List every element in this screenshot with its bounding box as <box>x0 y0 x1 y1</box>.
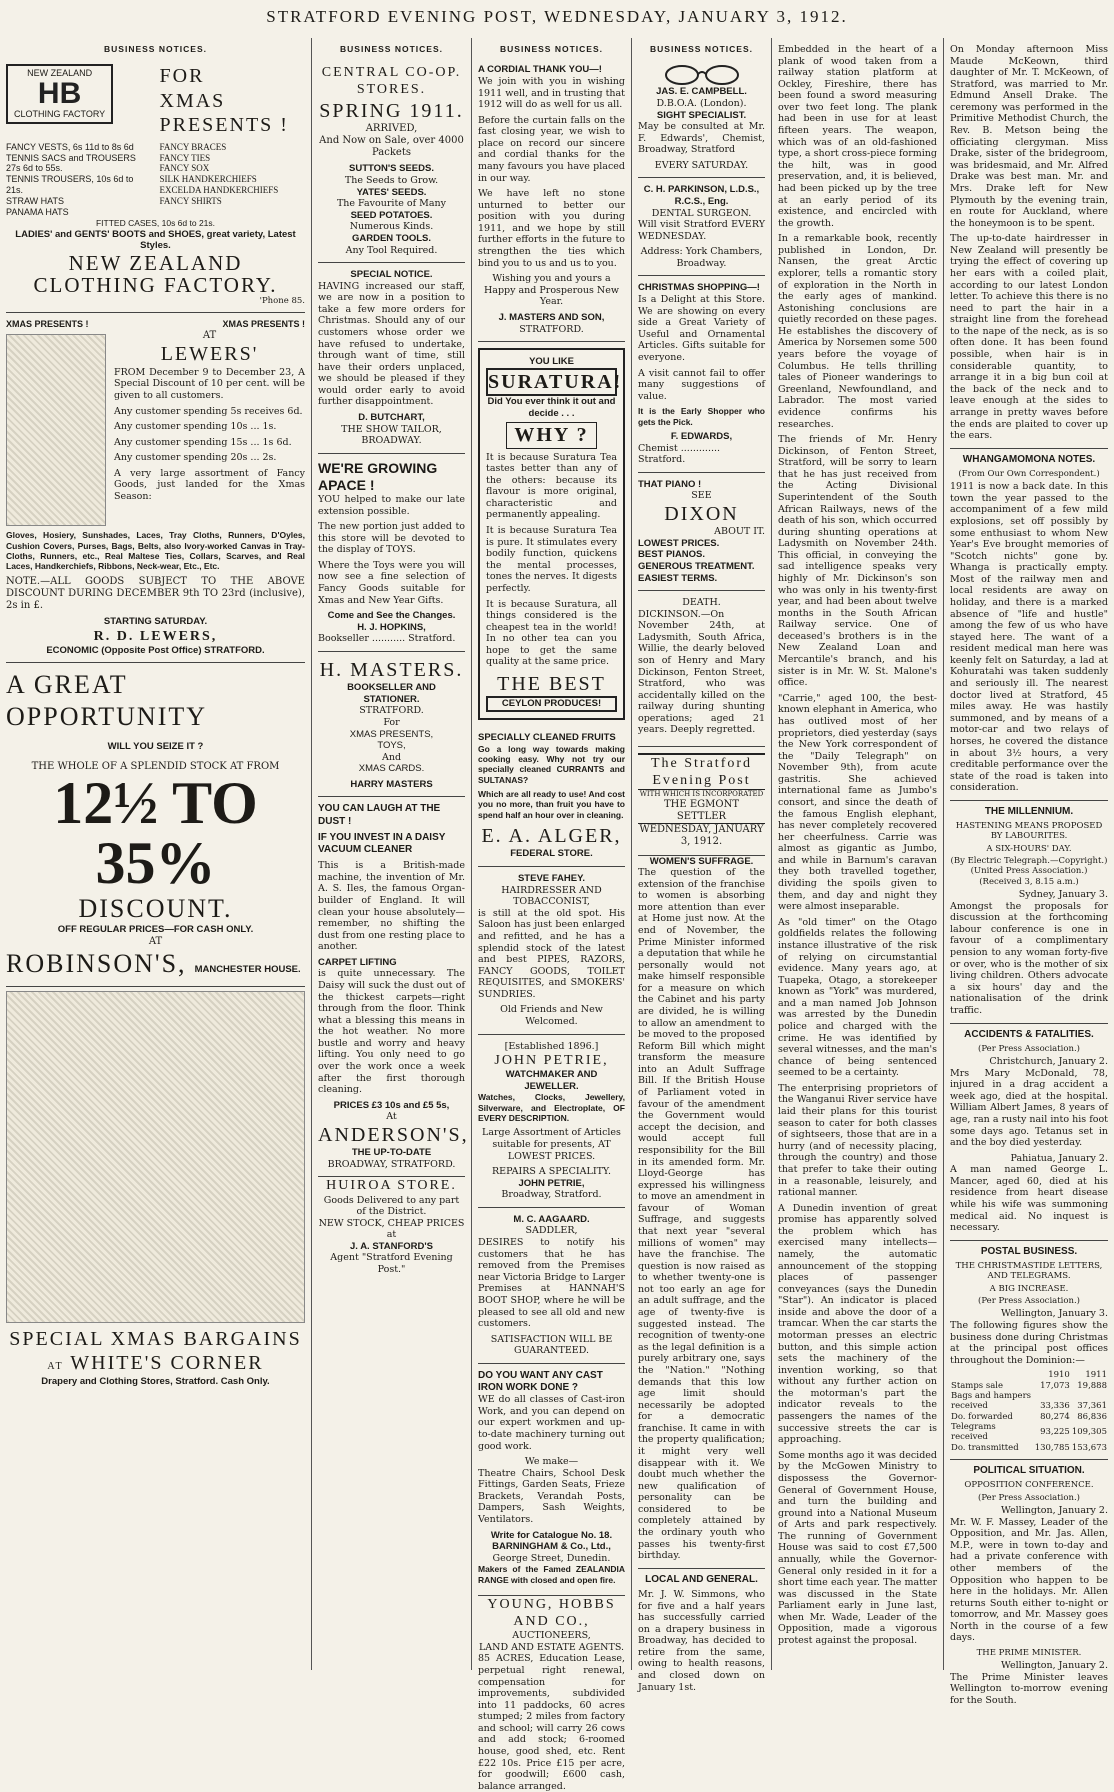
millennium-head: THE MILLENNIUM. <box>950 800 1108 818</box>
father-christmas-illustration <box>6 991 305 1323</box>
stanford-advert <box>318 1177 465 1275</box>
masters-son-p2: Before the curtain falls on the fast closing year, we wish to place on record our sincere and cordial thanks for the many favours you have placed in our way. <box>478 114 625 184</box>
masters-town: STRATFORD. <box>359 705 424 717</box>
whanga-sub: (From Our Own Correspondent.) <box>958 468 1100 479</box>
aagaard-p1: DESIRES to notify his customers that he has removed from the Premises near Victoria Bridge to Larger Premises at HANNAH'S BOOT SHOP, where he will be pleased to see all old and new customers. <box>478 1237 625 1330</box>
coop-advert <box>318 58 465 263</box>
suratura-advert <box>478 348 625 720</box>
millennium-text: Amongst the proposals for discussion at the forthcoming labour conference is one in favour of a complimentary pension to any woman forty-five or over, who is the mother of six living children. Others advocate a six hours' day and the nationalisation of the drink traffic. <box>950 900 1108 1016</box>
postal-text: The following figures show the business done during Christmas at the principal post offices throughout the Dominion:— <box>950 1319 1108 1366</box>
table-cell <box>1071 1391 1108 1401</box>
table-cell: Do. forwarded <box>951 1411 1013 1422</box>
table-header <box>950 1370 1034 1380</box>
anderson-at: At <box>386 1111 397 1123</box>
anderson-laugh: YOU CAN LAUGH AT THE DUST ! <box>318 803 441 827</box>
table-cell: Stamps sale <box>951 1380 1004 1391</box>
news-paragraph: As "old timer" on the Otago goldfields relates the following instance illustrative of the risk of relying on circumstantial evidence. Many years ago, at Tuapeka, Otago, a storekeeper known as "York" was murdered, and a man named Job Johnson was arrested by the Dunedin police and charged with the crime. He was identified by several witnesses, and the man's chance of being sentenced seemed to be a certainty. <box>778 916 937 1079</box>
anderson-p2: is quite unnecessary. The Daisy will suck the dust out of the thickest carpets—right through from the floor. Think what a blessing this means in the hot weather. No more bustle and worry and heavy lifting. You only need to go over the work once a week after the first thorough cleaning. <box>318 968 465 1096</box>
table-header: 1910 <box>1048 1370 1070 1381</box>
political-credit: (Per Press Association.) <box>978 1492 1080 1503</box>
local-general <box>638 1568 765 1693</box>
suffrage-text: The question of the extension of the franchise to women is absorbing more attention than ever at Home just now. At the end of November, the Prime Minister informed a deputation that while he personally would not make himself responsible for a measure on which the Cabinet and his party are divided, he is willing to allow an amendment to be moved to the proposed Reform Bill which might transform the measure into an Adult Suffrage Bill. If the British House of Parliament voted in favour of the amendment the Government would accept the decision, and would accept full responsibility for the Bill in its amended form. Mr. Lloyd-George has expressed his willingness to move an amendment in favour of Woman Suffrage, and suggests that next year "several millions of women" may have the franchise. The question is now raised as to whether twenty-one is not too early an age for an adult suffrage, and the age of twenty-five is suggested instead. The recognition of twenty-one as the legal definition is a purely arbitrary one, says the "Nation." "Nothing demands that this low age limit should necessarily be adopted for a democratic franchise. It came in with the property qualification; it might very well disappear with it. We doubt much whether the new qualification of personality can be considered to be completely attained by the ordinary youth who passes his twenty-first birthday. <box>638 867 765 1562</box>
coop-item: Numerous Kinds. <box>349 221 434 233</box>
masters-line: XMAS PRESENTS, <box>349 728 434 740</box>
edwards-p1: Is a Delight at this Store. We are showing on every side a Great Variety of Useful and Ornamental Articles. Gifts suitable for everyone. <box>638 294 765 363</box>
column-2 <box>312 38 472 1670</box>
alger-p2: Which are all ready to use! And cost you no more, than fruit you have to spend half an hour over in cleaning. <box>478 788 625 820</box>
logo-bottom: CLOTHING FACTORY <box>14 109 106 120</box>
petrie-sign: JOHN PETRIE, <box>518 1177 585 1189</box>
news-paragraph: A Dunedin invention of great promise has apparently solved the problem which has exercised many intellects—namely, the automatic announcement of the stopping places of passenger conveyances (says the Dunedin "Star"). An indicator is placed inside and above the door of a tramcar. When the car starts the motorman presses an electric button, and this simple action sets the machinery of the invention working, so that without any further action on the motorman's part the indicator reveals to the passengers the names of the successive streets the car is approaching. <box>778 1202 937 1446</box>
parkinson-name: C. H. PARKINSON, L.D.S., R.C.S., Eng. <box>643 184 760 207</box>
stanford-p2: NEW STOCK, CHEAP PRICES at <box>318 1217 465 1241</box>
lewers-line: A very large assortment of Fancy Goods, just landed for the Xmas Season: <box>114 467 305 503</box>
paper-date: WEDNESDAY, JANUARY 3, 1912. <box>639 824 764 848</box>
masters-son-name: J. MASTERS AND SON, <box>498 311 605 323</box>
campbell-sight: SIGHT SPECIALIST. <box>656 109 747 121</box>
column-1 <box>0 38 312 1670</box>
masters-line: XMAS CARDS. <box>358 763 425 775</box>
petrie-repairs: REPAIRS A SPECIALITY. <box>492 1166 611 1178</box>
suratura-brand: SURATURA! <box>486 368 617 396</box>
suratura-why: WHY ? <box>506 422 597 448</box>
edwards-name: F. EDWARDS, <box>670 430 733 442</box>
column-6 <box>944 38 1114 1707</box>
robinson-seize: WILL YOU SEIZE IT ? <box>107 740 204 752</box>
masters-advert <box>318 652 465 798</box>
logo-letters: HB <box>37 77 82 111</box>
hb-xmas: XMAS <box>159 89 226 112</box>
fahey-welcome: Old Friends and New Welcomed. <box>500 1004 603 1027</box>
section-header: BUSINESS NOTICES. <box>104 44 207 54</box>
dixon-see: SEE <box>691 490 712 502</box>
table-cell: Telegrams received <box>951 1422 996 1443</box>
news-paragraph: The friends of Mr. Henry Dickinson, of Fenton Street, Stratford, will be sorry to learn that he has just received from the Acting Divisional Superintendent of the South African Railways, news of the death of his son, which occurred during shunting operations at Ladysmith on November 24th. This official, in conveying the sad intelligence speaks very highly of Mr. Dickinson's son who was only in his twenty-first year, and had been about twelve months in the South African Railway service. One of deceased's brothers is in the New Zealand Loan and Mercantile's branch, and his sister is in Mr. W. St. Malone's office. <box>778 434 937 689</box>
fahey-advert <box>478 867 625 1035</box>
pm-head: THE PRIME MINISTER. <box>976 1647 1082 1658</box>
lewers-right-head: XMAS PRESENTS ! <box>222 319 305 330</box>
petrie-p1: Watches, Clocks, Jewellery, Silverware, and Electroplate, OF EVERY DESCRIPTION. <box>478 1092 625 1124</box>
table-row <box>950 1412 1108 1422</box>
fahey-p1: is still at the old spot. His Saloon has just been enlarged and refitted, and he has a splendid stock of the latest and best PIPES, RAZORS, FANCY GOODS, TOILET REQUISITES, and SMOKERS' SUNDRIES. <box>478 907 625 1000</box>
lewers-note: NOTE.—ALL GOODS SUBJECT TO THE ABOVE DISCOUNT DURING DECEMBER 9th TO 23rd (inclusive), 2s in £. <box>6 575 305 612</box>
masthead: STRATFORD EVENING POST, WEDNESDAY, JANUARY 3, 1912. <box>266 7 848 26</box>
hb-boots: LADIES' and GENTS' BOOTS and SHOES, great variety, Latest Styles. <box>15 228 296 252</box>
political-head: POLITICAL SITUATION. <box>950 1459 1108 1477</box>
list-item: STRAW HATS <box>6 196 64 207</box>
masters-son-advert <box>478 58 625 342</box>
anderson-sub: THE UP-TO-DATE <box>351 1147 432 1159</box>
accidents2-date: Pahiatua, January 2. <box>1010 1152 1108 1164</box>
table-cell: 93,225 <box>1040 1427 1070 1438</box>
whites-special: SPECIAL XMAS BARGAINS <box>9 1327 302 1350</box>
list-item: FANCY BRACES <box>159 141 227 152</box>
table-row <box>950 1443 1108 1453</box>
santa-illustration <box>6 334 106 526</box>
millennium-days: A SIX-HOURS' DAY. <box>986 843 1072 854</box>
young-name: YOUNG, HOBBS AND CO., <box>487 1597 616 1630</box>
lewers-starting: STARTING SATURDAY. <box>103 616 208 628</box>
table-header: 1911 <box>1085 1370 1107 1381</box>
anderson-carpet: CARPET LIFTING <box>318 956 397 968</box>
anderson-advert <box>318 797 469 1177</box>
hb-phone: 'Phone 85. <box>259 295 305 306</box>
table-cell: 109,305 <box>1071 1427 1107 1438</box>
suratura-best: THE BEST <box>497 673 606 695</box>
lewers-line: Any customer spending 10s ... 1s. <box>114 421 277 433</box>
lewers-line: FROM December 9 to December 23, A Special Discount of 10 per cent. will be given to all customers. <box>114 366 305 401</box>
petrie-role: WATCHMAKER AND JEWELLER. <box>505 1069 598 1092</box>
anderson-prices: PRICES £3 10s and £5 5s, <box>333 1099 450 1111</box>
barningham-make: We make— <box>524 1456 579 1468</box>
alger-p1: Go a long way towards making cooking easy. Why not try our specially cleaned CURRANTS and SULTANAS? <box>478 743 625 785</box>
petrie-est: [Established 1896.] <box>504 1040 599 1052</box>
local-head: LOCAL AND GENERAL. <box>638 1568 765 1586</box>
table-cell: 19,888 <box>1077 1380 1107 1391</box>
petrie-advert <box>478 1035 625 1208</box>
aagaard-role: SADDLER, <box>525 1225 578 1237</box>
hb-name: NEW ZEALAND CLOTHING FACTORY. <box>33 250 278 297</box>
hopkins-advert <box>318 454 465 652</box>
postal-date: Wellington, January 3. <box>1001 1308 1108 1320</box>
whites-advert <box>6 991 305 1387</box>
barningham-p2: Theatre Chairs, School Desk Fittings, Garden Seats, Frieze Brackets, Verandah Posts, Dampers, Sash Weights, Ventilators. <box>478 1467 625 1525</box>
hopkins-growing: WE'RE GROWING <box>318 459 438 476</box>
lewers-line: Any customer spending 20s ... 2s. <box>114 452 277 464</box>
lewers-advert <box>6 313 305 663</box>
whanga-text: 1911 is now a back date. In this town the year passed to the accompaniment of a few mild explosions, set off possibly by some enthusiast to whom New Year's Eve brought memories of "Scotch nichts" gone by. Whanga is practically empty. Most of the railway men and local residents are away on holiday, and there is a marked absence of "life and hustle" among the few of us who have stayed here. The want of a resident medical man here was keenly felt on Saturday, a lad at Kohuratahi was taken suddenly and seriously ill. The nearest doctor lived at Stratford, 45 miles away. He was hastily summoned, and by means of a motor-car and two relays of horses, he covered the distance in about 3½ hours, a very creditable performance over the state of the road is taken into consideration. <box>950 481 1108 794</box>
campbell-deg: D.B.O.A. (London). <box>656 97 747 109</box>
masters-line: TOYS, <box>377 740 406 752</box>
hopkins-p1: YOU helped to make our late extension possible. <box>318 493 465 517</box>
column-3 <box>472 38 632 1792</box>
suratura-p2: It is because Suratura Tea is pure. It stimulates every bodily function, quickens the mental processes, tones the nerves. It digests perfectly. <box>486 525 617 594</box>
coop-item: SEED POTATOES. <box>350 209 433 221</box>
table-cell: Bags and hampers <box>951 1390 1032 1401</box>
masters-son-p3: We have left no stone unturned to better our position with you during 1911, and we hope by still further efforts in the future to strengthen the ties which bind you to us and us to you. <box>478 188 625 269</box>
suratura-ceylon: CEYLON PRODUCES! <box>486 696 617 712</box>
hopkins-p2: The new portion just added to this store will be devoted to the display of TOYS. <box>318 521 465 556</box>
hopkins-p3: Where the Toys were you will now see a fine selection of Fancy Goods suitable for Xmas and New Year Gifts. <box>318 559 465 606</box>
list-item: PANAMA HATS <box>6 207 69 218</box>
pm-text: The Prime Minister leaves Wellington to-morrow evening for the South. <box>950 1671 1108 1707</box>
aagaard-sat: SATISFACTION WILL BE GUARANTEED. <box>490 1333 613 1357</box>
lewers-economic: ECONOMIC (Opposite Post Office) STRATFORD. <box>46 644 265 656</box>
table-cell: 130,785 <box>1034 1442 1070 1453</box>
whites-at: AT <box>47 1361 64 1373</box>
alger-store: FEDERAL STORE. <box>510 848 593 860</box>
edwards-early: It is the Early Shopper who gets the Pick. <box>638 406 765 427</box>
accidents-credit: (Per Press Association.) <box>978 1043 1080 1054</box>
lewers-line: Any customer spending 15s ... 1s 6d. <box>114 436 292 448</box>
robinson-advert <box>6 663 305 986</box>
butchart-name: D. BUTCHART, <box>358 412 425 424</box>
news-paragraph: Some months ago it was decided by the McGowen Ministry to dispossess the Governor-General of Government House, and turn the building and ground into a National Museum of Arts and park respectively. The running of Government House was said to cost £7,500 annually, while the Governor-General only resided in it for a short time each year. The matter was discussed in the State Parliament early in June last, when Mr. Wade, Leader of the Opposition, made a vigorous protest against the proposal. <box>778 1449 937 1647</box>
whites-name: WHITE'S CORNER <box>70 1352 264 1375</box>
political-text: Mr. W. F. Massey, Leader of the Opposition, and Mr. Jas. Allen, M.P., were in town to-day and had a private conference with other members of the Opposition who happen to be here in the holidays. Mr. Allen returns South either to-night or tomorrow, and Mr. Massey goes North in the course of a few days. <box>950 1516 1108 1644</box>
dixon-advert <box>638 473 765 591</box>
whanga-head: WHANGAMOMONA NOTES. <box>950 448 1108 466</box>
edwards-p2: A visit cannot fail to offer many suggestions of value. <box>638 367 765 402</box>
dixon-item: BEST PIANOS. <box>638 549 706 561</box>
table-cell <box>1034 1391 1071 1401</box>
coop-item: GARDEN TOOLS. <box>352 232 431 244</box>
list-item: FANCY SHIRTS <box>159 196 222 207</box>
accidents-text: Mrs Mary McDonald, 78, injured in a drag accident a week ago, died at the hospital. William Albert James, 8 years of age, ran a rusty nail into his foot some days ago. Tetanus set in and the boy died yesterday. <box>950 1067 1108 1149</box>
campbell-every: EVERY SATURDAY. <box>654 159 749 171</box>
suratura-p1: It is because Suratura Tea tastes better than any of the others: because its flavour is more original, characteristic and permanently appealing. <box>486 451 617 521</box>
dixon-piano: THAT PIANO ! <box>638 478 702 490</box>
stanford-name: HUIROA STORE. <box>326 1178 457 1194</box>
barningham-cat: Write for Catalogue No. 18. <box>490 1529 613 1541</box>
young-sub: LAND AND ESTATE AGENTS. <box>478 1641 625 1653</box>
dixon-name: DIXON <box>664 502 739 525</box>
campbell-advert <box>638 58 765 178</box>
butchart-head: SPECIAL NOTICE. <box>350 269 433 281</box>
barningham-addr: George Street, Dunedin. <box>492 1552 611 1564</box>
coop-item: YATES' SEEDS. <box>356 186 427 198</box>
hb-fitted: FITTED CASES, 10s 6d to 21s. <box>95 218 216 229</box>
coop-spring: SPRING 1911. <box>319 99 464 122</box>
masters-sign: HARRY MASTERS <box>350 778 433 790</box>
parkinson-p1: Will visit Stratford EVERY WEDNESDAY. <box>638 219 765 242</box>
table-row <box>950 1401 1108 1411</box>
coop-arrived: ARRIVED, <box>365 122 418 134</box>
postal-sub: THE CHRISTMASTIDE LETTERS, AND TELEGRAMS. <box>955 1260 1103 1282</box>
table-cell: 153,673 <box>1071 1442 1107 1453</box>
barningham-head: DO YOU WANT ANY CAST IRON WORK DONE ? <box>478 1369 603 1394</box>
robinson-percent: 12½ TO 35% <box>53 769 258 896</box>
section-header: BUSINESS NOTICES. <box>650 44 753 54</box>
table-cell: 33,336 <box>1040 1401 1070 1412</box>
barningham-name: BARNINGHAM & Co., Ltd., <box>492 1541 611 1553</box>
butchart-advert <box>318 263 465 454</box>
political-sub: OPPOSITION CONFERENCE. <box>964 1480 1094 1491</box>
coop-title: CENTRAL CO-OP. STORES. <box>321 65 462 98</box>
news-paragraph: In a remarkable book, recently published in London, Dr. Nansen, the great Arctic explorer, tells a romantic story of exploration in the North in the early ages of mankind. Astonishing conclusions are quietly recorded on these pages. He establishes the discovery of America by Norsemen some 500 years before the voyage of Columbus. He tells thrilling tales of Pioneer wanderings to Greenland, Newfoundland, and Labrador. The most varied evidence confirms his researches. <box>778 233 937 430</box>
suffrage-article <box>638 856 765 1562</box>
table-cell: Do. transmitted <box>951 1442 1019 1453</box>
robinson-great: A GREAT <box>6 670 128 700</box>
petrie-addr: Broadway, Stratford. <box>501 1189 602 1201</box>
lewers-left-head: XMAS PRESENTS ! <box>6 319 89 330</box>
death-head: DEATH. <box>682 597 721 609</box>
hb-for: FOR <box>159 65 205 88</box>
masters-line: And <box>381 751 402 763</box>
barningham-makers: Makers of the Famed ZEALANDIA RANGE with closed and open fire. <box>478 1564 625 1585</box>
alger-name: E. A. ALGER, <box>481 825 622 848</box>
masters-son-p1: We join with you in wishing 1911 well, and in trusting that 1912 will do as well for us all. <box>478 75 625 111</box>
alger-head: SPECIALLY CLEANED FRUITS <box>478 731 616 743</box>
masters-son-p4: Wishing you and yours a Happy and Prosperous New Year. <box>484 273 619 308</box>
death-notice <box>638 591 765 747</box>
news-paragraph: The up-to-date hairdresser in New Zealand will presently be trying the effect of covering up her ears with a coiled plait, according to our latest London letter. To achieve this there is no need to part the hair in a straight line from the forehead to the nape of the neck, as is so often done. It has been found possible, when hair is in considerable quantity, to arrange it in a big bun coil at the back of the neck and to leave enough at the sides to arrange in pretty waves before the ends are plaited to cover up the ears. <box>950 233 1108 442</box>
list-item: SILK HANDKERCHIEFS <box>159 174 257 185</box>
butchart-street: BROADWAY. <box>361 435 422 447</box>
anderson-p1: This is a British-made machine, the invention of Mr. A. S. Iles, the famous Organ-builder of England. It will clean your house absolutely—remember, no shifting the dust from one resting place to another. <box>318 860 465 953</box>
millennium-date: Sydney, January 3. <box>1018 889 1108 901</box>
list-item: FANCY TIES <box>159 152 211 163</box>
postal-big: A BIG INCREASE. <box>989 1283 1069 1294</box>
robinson-opportunity: OPPORTUNITY <box>6 702 208 732</box>
table-cell: 17,073 <box>1040 1380 1070 1391</box>
coop-item: Any Tool Required. <box>345 244 438 256</box>
death-text: DICKINSON.—On November 24th, at Ladysmith, South Africa, Willie, the dearly beloved son of Henry and Mary Dickinson, Fenton Street, Stratford, who was accidentally killed on the railway during shunting operations; aged 21 years. Deeply regretted. <box>638 608 765 736</box>
list-item: TENNIS TROUSERS, 10s 6d to 21s. <box>6 174 134 196</box>
dixon-item: GENEROUS TREATMENT. <box>638 560 755 572</box>
barningham-advert <box>478 1364 625 1596</box>
butchart-body: HAVING increased our staff, we are now in a position to take a few more orders for Christmas. Should any of our customers whose order we have refused to undertake, through want of time, still have their orders unplaced, we should be pleased if they would order early to avoid further disappointment. <box>318 280 465 408</box>
parkinson-addr: Address: York Chambers, Broadway. <box>640 246 763 269</box>
section-header: BUSINESS NOTICES. <box>340 44 443 54</box>
fahey-role: HAIRDRESSER AND TOBACCONIST, <box>501 884 602 908</box>
parkinson-advert <box>638 178 765 276</box>
paper-settler: THE EGMONT SETTLER <box>663 798 739 822</box>
pm-date: Wellington, January 2. <box>1001 1660 1108 1672</box>
hopkins-role: Bookseller ........... Stratford. <box>318 633 456 645</box>
hopkins-come: Come and See the Changes. <box>327 610 456 622</box>
table-cell: 80,274 <box>1040 1411 1070 1422</box>
suratura-p3: It is because Suratura, all things considered is the cheapest tea in the world! In no other tea can you hope to get the same quality at the same price. <box>486 598 617 668</box>
coop-item: SUTTON'S SEEDS. <box>349 163 434 175</box>
table-cell: 37,361 <box>1077 1401 1107 1412</box>
campbell-p1: May be consulted at Mr. F. Edwards', Chemist, Broadway, Stratford <box>638 121 765 156</box>
masters-for: For <box>383 716 400 728</box>
anderson-street: BROADWAY, STRATFORD. <box>327 1158 456 1170</box>
dixon-item: LOWEST PRICES. <box>638 537 720 549</box>
paper-with: WITH WHICH IS INCORPORATED <box>639 790 764 799</box>
accidents-head: ACCIDENTS & FATALITIES. <box>950 1023 1108 1041</box>
campbell-name: JAS. E. CAMPBELL. <box>656 86 747 98</box>
paper-title: The Stratford Evening Post <box>638 753 765 790</box>
news-paragraph: The enterprising proprietors of the Wanganui River service have laid their plans for this tourist season to cater for both classes of sightseers, those that are in a hurry (and of necessity placing, through the country) and those that prefer to take their outing in a reasonable, leisurely, and rational manner. <box>778 1082 937 1199</box>
anderson-name: ANDERSON'S, <box>318 1123 469 1146</box>
hopkins-name: H. J. HOPKINS, <box>357 621 426 633</box>
edwards-head: CHRISTMAS SHOPPING—! <box>638 282 760 294</box>
spectacles-icon <box>662 64 742 86</box>
masters-son-town: STRATFORD. <box>519 323 584 335</box>
lewers-at: AT <box>202 330 217 342</box>
table-cell: received <box>951 1401 988 1412</box>
list-item: TENNIS SACS and TROUSERS 27s 6d to 55s. <box>6 152 136 174</box>
robinson-name: ROBINSON'S, <box>6 949 187 979</box>
coop-item: The Seeds to Grow. <box>344 175 439 187</box>
edwards-role: Chemist ............. Stratford. <box>638 442 721 466</box>
lewers-owner: R. D. LEWERS, <box>93 628 218 644</box>
logo-top: NEW ZEALAND <box>27 68 93 79</box>
whites-sub: Drapery and Clothing Stores, Stratford. Cash Only. <box>41 1375 270 1387</box>
whites-name-line <box>6 1351 305 1375</box>
news-paragraph: On Monday afternoon Miss Maude McKeown, third daughter of Mr. T. McKeown, of Stratford, was married to Mr. Edmund Ansell Drake. The ceremony was performed in the Primitive Methodist Church, the Rev. B. Metson being the officiating clergyman. Miss Drake, sister of the bridegroom, was bridesmaid, and Mr. Alfred Drake was best man. Mr. and Mrs. Drake left for New Plymouth by the evening train, en route for Auckland, where the honeymoon is to be spent. <box>950 44 1108 229</box>
robinson-off: OFF REGULAR PRICES—FOR CASH ONLY. <box>57 924 254 936</box>
political-date: Wellington, January 2. <box>1001 1505 1108 1517</box>
anderson-invest: IF YOU INVEST IN A DAISY VACUUM CLEANER <box>318 831 446 856</box>
list-item: EXCELDA HANDKERCHIEFS <box>159 185 279 196</box>
news-paragraph: "Carrie," aged 100, the best-known elephant in America, who has outlived most of her proprietors, died yesterday (says the New York correspondent of the "Daily Telegraph" on November 9th), from acute gastritis. She achieved international fame as Jumbo's consort, and since the death of the famous English elephant, has never completely recovered her cheerfulness. Carrie was almost as gigantic as Jumbo, and while in Barnum's caravan they both travelled together, dividing the spoils given to them, and day and night they were almost inseparable. <box>778 692 937 913</box>
millennium-credit: (By Electric Telegraph.—Copyright.) (United Press Association.) (Received 3, 8.15 a.m.) <box>950 856 1108 887</box>
dixon-about: ABOUT IT. <box>714 526 765 538</box>
coop-item: The Favourite of Many <box>336 198 447 210</box>
list-item: FANCY VESTS, 6s 11d to 8s 6d <box>6 141 134 152</box>
coop-sale: And Now on Sale, over 4000 Packets <box>319 135 464 159</box>
young-p1: 85 ACRES, Education Lease, perpetual right renewal, compensation for improvements, subdivided into 11 paddocks, 60 acres stumped; 2 miles from factory and school; will carry 26 cows and add stock; 6-roomed house, good shed, etc. Rent £22 10s. Price £15 per acre, for goodwill; £600 cash, balance arranged. <box>478 1653 625 1792</box>
robinson-stock: THE WHOLE OF A SPLENDID STOCK AT FROM <box>31 760 280 772</box>
column-5 <box>772 38 944 1670</box>
table-row <box>950 1391 1108 1401</box>
accidents-date: Christchurch, January 2. <box>989 1056 1108 1068</box>
masters-role: BOOKSELLER AND STATIONER. <box>347 682 436 705</box>
column-4 <box>632 38 772 1693</box>
stanford-agent: Agent "Stratford Evening Post." <box>330 1252 453 1276</box>
hb-presents: PRESENTS ! <box>159 114 289 137</box>
young-role: AUCTIONEERS, <box>512 1630 591 1642</box>
dixon-item: EASIEST TERMS. <box>638 572 718 584</box>
aagaard-name: M. C. AAGAARD. <box>513 1213 590 1225</box>
postal-head: POSTAL BUSINESS. <box>950 1240 1108 1258</box>
paper-nameplate <box>638 747 765 855</box>
accidents2-text: A man named George L. Mancer, aged 60, died at his residence from heart disease while his wife was summoning medical aid. No inquest is necessary. <box>950 1164 1108 1234</box>
section-header: BUSINESS NOTICES. <box>500 44 603 54</box>
parkinson-role: DENTAL SURGEON. <box>651 207 752 219</box>
stanford-owner: J. A. STANFORD'S <box>349 1240 433 1252</box>
butchart-shop: THE SHOW TAILOR, <box>341 423 442 435</box>
robinson-at: AT <box>148 935 163 947</box>
edwards-advert <box>638 276 765 472</box>
lewers-line: Any customer spending 5s receives 6d. <box>114 405 303 417</box>
hopkins-apace: APACE ! <box>318 476 375 493</box>
fahey-name: STEVE FAHEY. <box>517 873 586 885</box>
suffrage-head: WOMEN'S SUFFRAGE. <box>649 855 754 867</box>
stanford-p1: Goods Delivered to any part of the District. <box>323 1194 460 1218</box>
alger-advert <box>478 726 625 867</box>
petrie-p2: Large Assortment of Articles suitable for presents, AT LOWEST PRICES. <box>482 1127 621 1162</box>
hb-logo <box>6 64 113 124</box>
table-header-row <box>950 1370 1108 1380</box>
young-advert <box>478 1596 625 1792</box>
table-cell: 86,836 <box>1077 1411 1107 1422</box>
postal-credit: (Per Press Association.) <box>978 1296 1080 1306</box>
masters-name: H. MASTERS. <box>319 658 464 681</box>
table-row <box>950 1422 1108 1443</box>
postal-table <box>950 1370 1108 1453</box>
lewers-name: LEWERS' <box>160 343 259 366</box>
aagaard-advert <box>478 1208 625 1364</box>
list-item: FANCY SOX <box>159 163 210 174</box>
robinson-house: MANCHESTER HOUSE. <box>194 964 301 976</box>
local-text: Mr. J. W. Simmons, who for five and a half years has successfully carried on a drapery business in Broadway, has decided to retire from the same, owing to health reasons, and closed down on January 1st. <box>638 1588 765 1693</box>
barningham-p1: WE do all classes of Cast-iron Work, and you can depend on our expert workmen and up-to-date machinery turning out good work. <box>478 1394 625 1452</box>
suratura-ever: Did You ever think it out and decide . . . <box>487 396 616 419</box>
suratura-like: YOU LIKE <box>529 356 574 368</box>
news-paragraph: Embedded in the heart of a plank of wood taken from a railway station platform at Ockley, Fireshire, there has been found a sword measuring over two feet long. The plank had been in use for at least fifteen years. The weapon, which was of an old-fashioned type, a short cross-piece forming the hilt, was in good preservation, and, it is believed, had been picked up by the tree at an early period of its existence, and encircled with the growth. <box>778 44 937 229</box>
masters-son-head: A CORDIAL THANK YOU—! <box>478 64 602 76</box>
millennium-sub: HASTENING MEANS PROPOSED BY LABOURITES. <box>955 821 1103 842</box>
robinson-discount: DISCOUNT. <box>78 893 233 923</box>
table-row <box>950 1381 1108 1391</box>
lewers-line: Gloves, Hosiery, Sunshades, Laces, Tray Cloths, Runners, D'Oyles, Cushion Covers, Purses, Bags, Belts, also Ivory-worked Canvas in Tray-Cloths, Runners, etc., Real Maltese Ties, Collars, Scarves, and Real Laces, Handkerchiefs, Ribbons, Neck-wear, Etc., Etc. <box>6 530 305 572</box>
petrie-name: JOHN PETRIE, <box>494 1053 609 1069</box>
hb-advert <box>6 58 305 313</box>
